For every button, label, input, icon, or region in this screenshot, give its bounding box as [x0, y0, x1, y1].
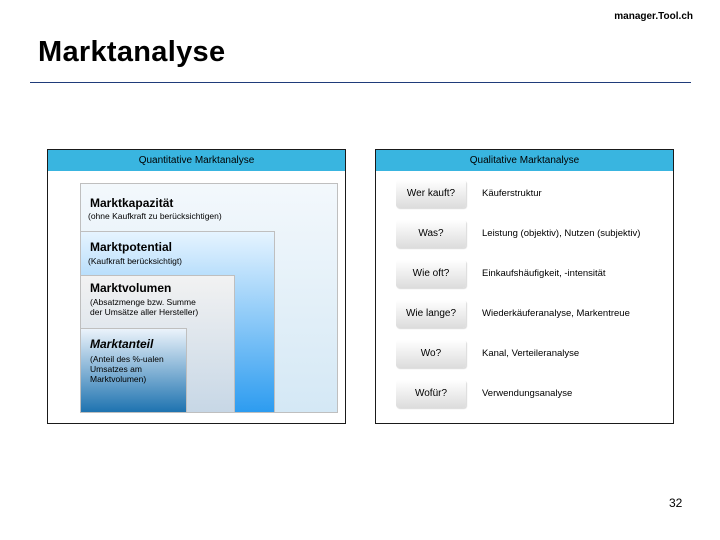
qualitative-row [376, 300, 673, 330]
qualitative-row [376, 340, 673, 370]
question-box: Wie lange? [396, 300, 466, 328]
answer-text: Leistung (objektiv), Nutzen (subjektiv) [482, 228, 641, 239]
marktanteil-title: Marktanteil [90, 337, 154, 351]
qualitative-header: Qualitative Marktanalyse [376, 150, 673, 171]
question-box: Was? [396, 220, 466, 248]
qualitative-row [376, 260, 673, 290]
marktpotential-subtitle: (Kaufkraft berücksichtigt) [88, 256, 183, 266]
qualitative-row [376, 380, 673, 410]
marktpotential-title: Marktpotential [90, 240, 173, 254]
quantitative-panel [47, 149, 346, 424]
qualitative-panel [375, 149, 674, 424]
page-number: 32 [669, 496, 683, 510]
title-divider [30, 82, 691, 83]
question-box: Wie oft? [396, 260, 466, 288]
question-box: Wo? [396, 340, 466, 368]
marktanteil-subtitle-3: Marktvolumen) [90, 374, 147, 384]
marktvolumen-title: Marktvolumen [90, 281, 172, 295]
marktkapazitaet-title: Marktkapazität [90, 196, 174, 210]
question-box: Wofür? [396, 380, 466, 408]
answer-text: Verwendungsanalyse [482, 388, 573, 399]
qualitative-row [376, 220, 673, 250]
answer-text: Kanal, Verteileranalyse [482, 348, 580, 359]
qualitative-row [376, 180, 673, 210]
marktkapazitaet-subtitle: (ohne Kaufkraft zu berücksichtigen) [88, 211, 222, 221]
answer-text: Wiederkäuferanalyse, Markentreue [482, 308, 630, 319]
quantitative-header: Quantitative Marktanalyse [48, 150, 345, 171]
marktanteil-subtitle-1: (Anteil des %-ualen [90, 354, 164, 364]
question-box: Wer kauft? [396, 180, 466, 208]
brand-logo-text: manager.Tool.ch [614, 11, 693, 22]
page-title: Marktanalyse [38, 36, 226, 68]
answer-text: Einkaufshäufigkeit, -intensität [482, 268, 606, 279]
answer-text: Käuferstruktur [482, 188, 542, 199]
marktanteil-subtitle-2: Umsatzes am [90, 364, 142, 374]
marktvolumen-subtitle-1: (Absatzmenge bzw. Summe [90, 297, 196, 307]
marktvolumen-subtitle-2: der Umsätze aller Hersteller) [90, 307, 199, 317]
